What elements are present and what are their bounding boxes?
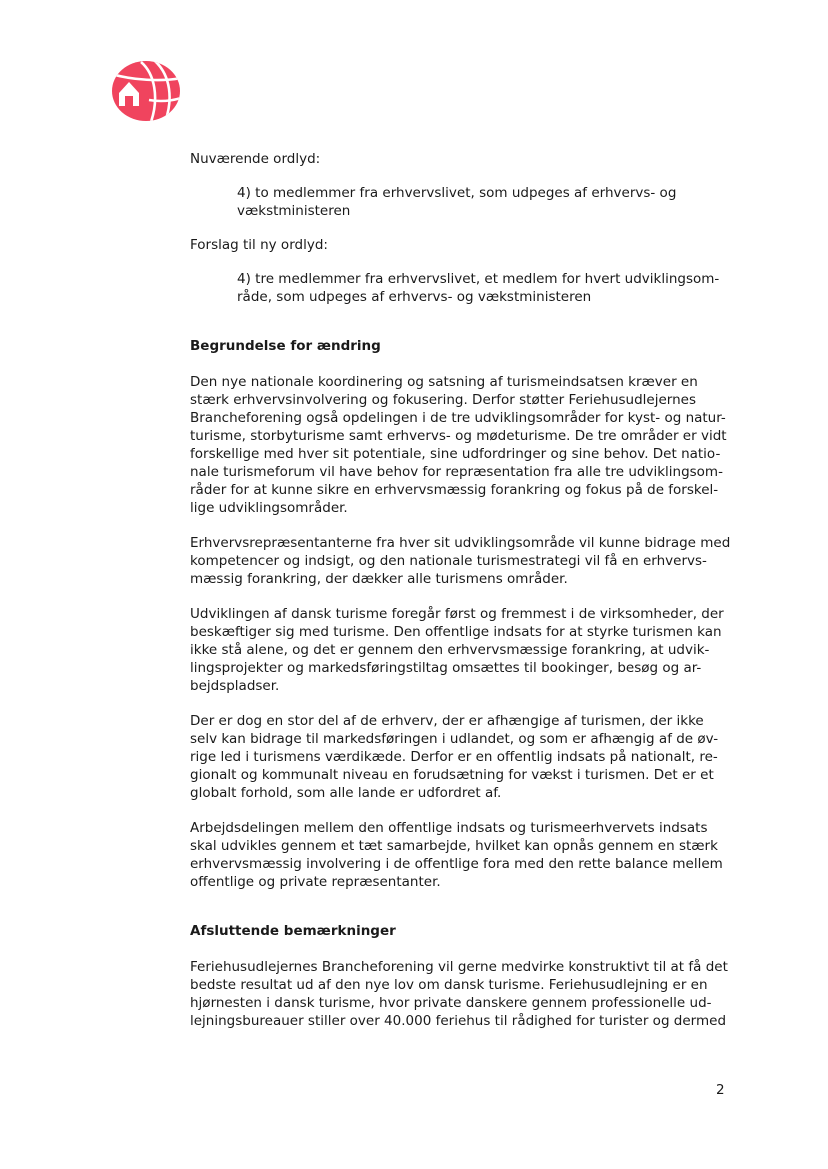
text-line: Den nye nationale koordinering og satsning af turismeindsatsen kræver en [190,374,698,390]
text-line: gionalt og kommunalt niveau en forudsætning for vækst i turismen. Det er et [190,767,714,783]
text-line: hjørnesten i dansk turisme, hvor private danskere gennem professionelle ud- [190,995,712,1011]
text-line: globalt forhold, som alle lande er udfordret af. [190,785,502,801]
text-line: lige udviklingsområder. [190,500,348,516]
text-line: 4) tre medlemmer fra erhvervslivet, et medlem for hvert udviklingsom- [237,271,720,287]
text-line: lingsprojekter og markedsføringstiltag omsættes til bookinger, besøg og ar- [190,660,702,676]
text-line: bedste resultat ud af den nye lov om dansk turisme. Feriehusudlejning er en [190,977,708,993]
paragraph [190,373,730,517]
paragraph [190,712,730,802]
text-line: Nuværende ordlyd: [190,151,321,167]
text-line: Udviklingen af dansk turisme foregår først og fremmest i de virksomheder, der [190,606,724,622]
text-line: lejningsbureauer stiller over 40.000 feriehus til rådighed for turister og dermed [190,1013,727,1029]
section-heading [190,922,730,940]
text-line: forskellige med hver sit potentiale, sine udfordringer og sine behov. Det natio- [190,446,721,462]
text-line: turisme, storbyturisme samt erhvervs- og mødeturisme. De tre områder er vidt [190,428,727,444]
text-line: råder for at kunne sikre en erhvervsmæssig forankring og fokus på de forskel- [190,482,719,498]
text-line: beskæftiger sig med turisme. Den offentlige indsats for at styrke turismen kan [190,624,722,640]
text-line: ikke stå alene, og det er gennem den erhvervsmæssige forankring, at udvik- [190,642,710,658]
text-line: 4) to medlemmer fra erhvervslivet, som udpeges af erhvervs- og [237,185,677,201]
text-line: Brancheforening også opdelingen i de tre udviklingsområder for kyst- og natur- [190,410,726,426]
text-line: bejdspladser. [190,678,280,694]
paragraph [190,605,730,695]
section-heading [190,337,730,355]
text-line: Erhvervsrepræsentanterne fra hver sit udviklingsområde vil kunne bidrage med [190,535,731,551]
text-line: Der er dog en stor del af de erhverv, der er afhængige af turismen, der ikke [190,713,704,729]
text-line: erhvervsmæssig involvering i de offentlige fora med den rette balance mellem [190,856,723,872]
globe-house-logo-icon [111,60,181,122]
paragraph [190,534,730,588]
text-line: rige led i turismens værdikæde. Derfor er en offentlig indsats på nationalt, re- [190,749,718,765]
page-number: 2 [716,1082,725,1098]
text-line: offentlige og private repræsentanter. [190,874,441,890]
text-line: Begrundelse for ændring [190,338,381,354]
text-line: råde, som udpeges af erhvervs- og vækstministeren [237,289,592,305]
text-line: stærk erhvervsinvolvering og fokusering. Derfor støtter Feriehusudlejernes [190,392,696,408]
text-line: kompetencer og indsigt, og den nationale turismestrategi vil få en erhvervs- [190,553,707,569]
text-line: Arbejdsdelingen mellem den offentlige indsats og turismeerhvervets indsats [190,820,708,836]
document-body [190,150,730,1047]
text-line: Forslag til ny ordlyd: [190,237,328,253]
text-line: Feriehusudlejernes Brancheforening vil gerne medvirke konstruktivt til at få det [190,959,728,975]
text-line: vækstministeren [237,203,351,219]
text-line: nale turismeforum vil have behov for repræsentation fra alle tre udviklingsom- [190,464,723,480]
wording-label [190,150,730,168]
text-line: Afsluttende bemærkninger [190,923,396,939]
text-line: selv kan bidrage til markedsføringen i udlandet, og som er afhængig af de øv- [190,731,719,747]
text-line: mæssig forankring, der dækker alle turismens områder. [190,571,568,587]
quoted-clause [237,184,730,220]
paragraph [190,819,730,891]
wording-label [190,236,730,254]
paragraph [190,958,730,1030]
text-line: skal udvikles gennem et tæt samarbejde, hvilket kan opnås gennem en stærk [190,838,718,854]
quoted-clause [237,270,730,306]
